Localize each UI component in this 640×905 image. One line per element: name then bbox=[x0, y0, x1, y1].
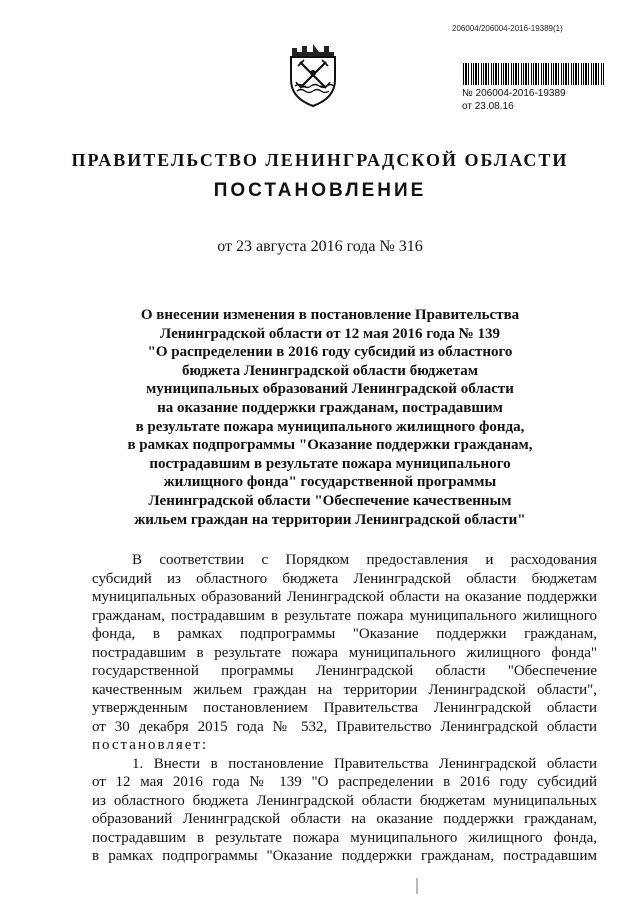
subject-line: О внесении изменения в постановление Правительства bbox=[140, 307, 520, 323]
government-title: ПРАВИТЕЛЬСТВО ЛЕНИНГРАДСКОЙ ОБЛАСТИ bbox=[71, 150, 569, 170]
document-date-number: от 23 августа 2016 года № 316 bbox=[217, 238, 423, 255]
body-line: В соответствии с Порядком предоставления и расходования bbox=[132, 552, 597, 568]
subject-line: в результате пожара муниципального жилищного фонда, bbox=[135, 418, 525, 435]
subject-line: жилищного фонда" государственной программы bbox=[163, 474, 497, 491]
subject-line: бюджета Ленинградской области бюджетам bbox=[182, 362, 478, 379]
body-line: из областного бюджета Ленинградской области бюджетам муниципальных bbox=[92, 792, 597, 809]
body-line: утвержденным постановлением Правительства Ленинградской области bbox=[92, 700, 597, 716]
document-reference: 206004/206004-2016-19389(1) bbox=[452, 24, 563, 33]
body-line: субсидий из областного бюджета Ленинградской области бюджетам bbox=[92, 570, 597, 587]
subject-line: Ленинградской области "Обеспечение качественным bbox=[148, 492, 512, 509]
subject-line: муниципальных образований Ленинградской области bbox=[146, 381, 514, 398]
body-line: государственной программы Ленинградской области "Обеспечение bbox=[92, 663, 597, 679]
scan-mark bbox=[416, 878, 418, 894]
registration-number: № 206004-2016-19389 bbox=[462, 88, 566, 99]
barcode bbox=[463, 63, 605, 85]
subject-line: жильем граждан на территории Ленинградской области" bbox=[134, 511, 526, 528]
body-line: постановляет: bbox=[92, 737, 209, 753]
body-line: пострадавшим в результате пожара муниципального жилищного фонда" bbox=[92, 644, 597, 661]
body-line: от 30 декабря 2015 года № 532, Правительство Ленинградской области bbox=[92, 718, 597, 735]
body-line: от 12 мая 2016 года № 139 "О распределении в 2016 году субсидий bbox=[92, 774, 597, 790]
subject-line: пострадавшим в результате пожара муниципального bbox=[149, 455, 511, 472]
body-line: образований Ленинградской области на оказание поддержки гражданам, bbox=[92, 811, 597, 827]
body-line: гражданам, пострадавшим в результате пожара муниципального жилищного bbox=[92, 607, 597, 624]
body-line: в рамках подпрограммы "Оказание поддержки гражданам, пострадавшим bbox=[92, 848, 597, 864]
subject-line: на оказание поддержки гражданам, пострадавшим bbox=[157, 399, 503, 416]
subject-line: Ленинградской области от 12 мая 2016 года № 139 bbox=[160, 325, 500, 342]
subject-line: "О распределении в 2016 году субсидий из областного bbox=[147, 344, 513, 361]
body-line: качественным жильем граждан на территории Ленинградской области", bbox=[92, 681, 597, 698]
document-type: ПОСТАНОВЛЕНИЕ bbox=[213, 180, 427, 201]
body-line: муниципальных образований Ленинградской области на оказание поддержки bbox=[92, 589, 597, 605]
coat-of-arms-icon bbox=[286, 42, 340, 108]
document-body bbox=[92, 551, 597, 866]
subject-line: в рамках подпрограммы "Оказание поддержки гражданам, bbox=[127, 437, 533, 454]
body-line: 1. Внести в постановление Правительства Ленинградской области bbox=[132, 755, 597, 772]
registration-date: от 23.08.16 bbox=[462, 101, 514, 112]
document-subject bbox=[100, 306, 560, 529]
body-line: пострадавшим в результате пожара муниципального жилищного фонда, bbox=[92, 829, 597, 846]
body-line: фонда, в рамках подпрограммы "Оказание поддержки гражданам, bbox=[92, 626, 597, 642]
